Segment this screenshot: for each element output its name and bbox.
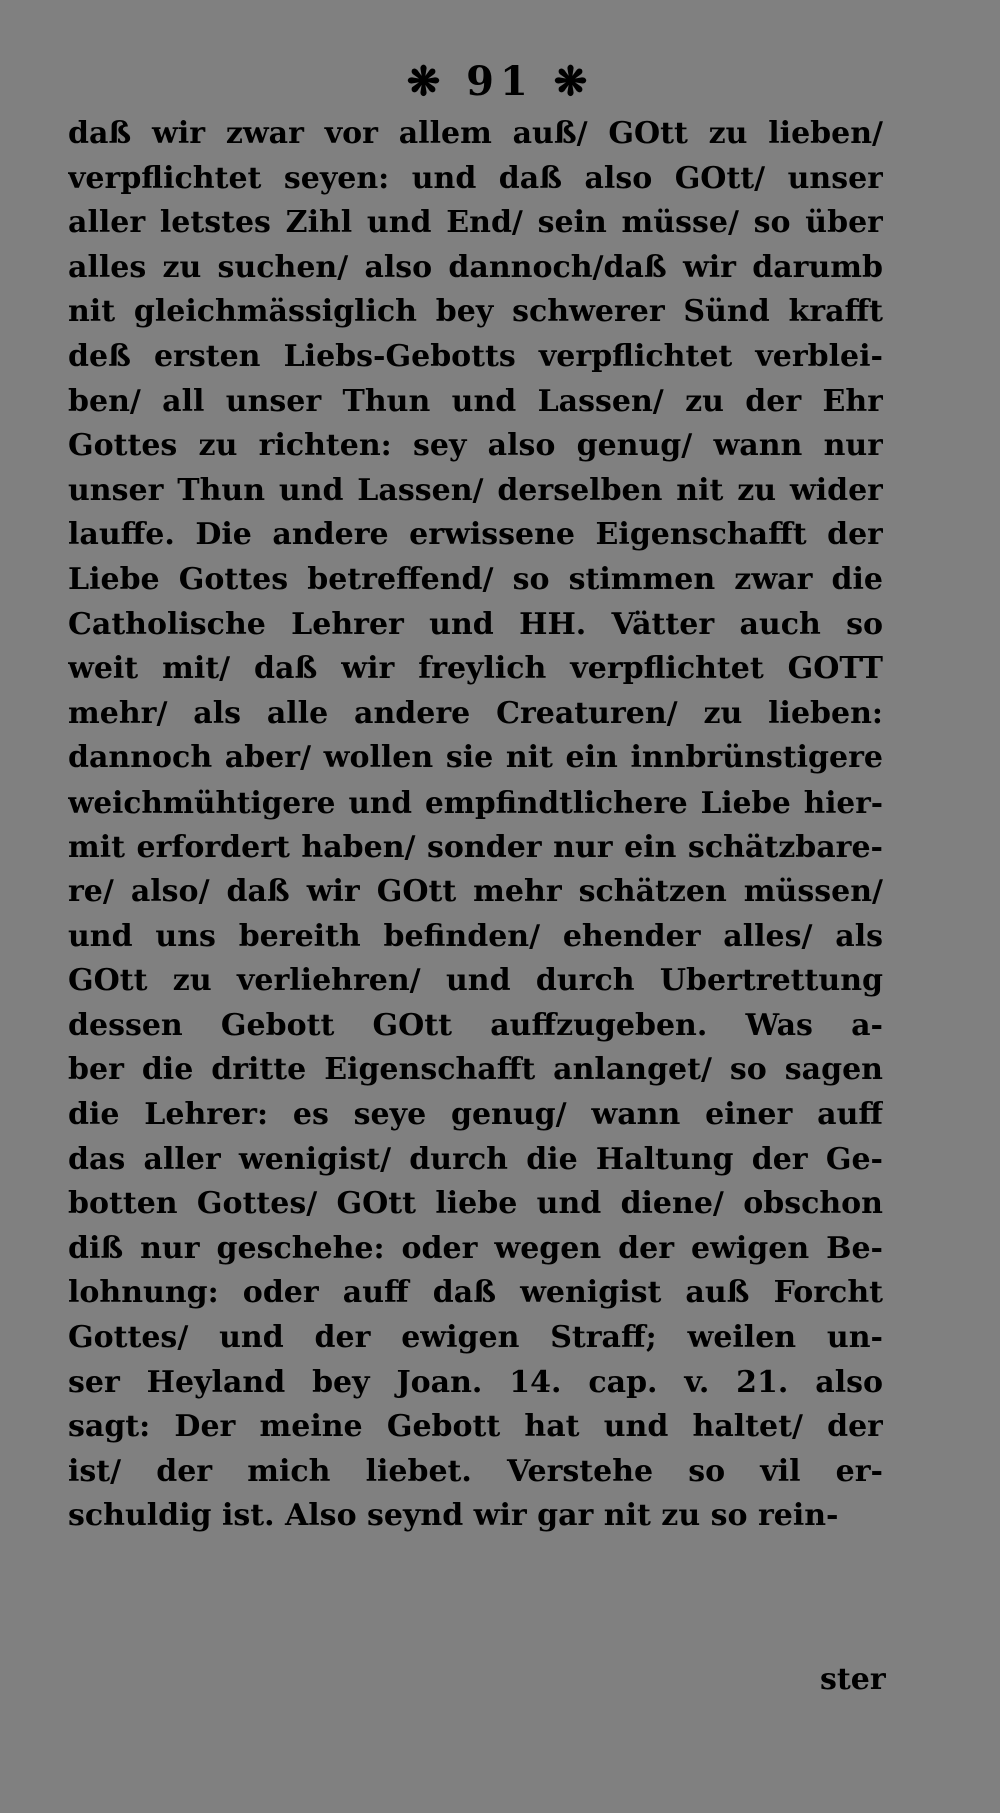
text-line: ber die dritte Eigenschafft anlanget/ so sagen (68, 1052, 883, 1088)
text-line: deß ersten Liebs-Gebotts verpflichtet verblei- (68, 338, 883, 374)
text-line: nit gleichmässiglich bey schwerer Sünd krafft (68, 294, 883, 330)
text-line: Liebe Gottes betreffend/ so stimmen zwar die (68, 561, 883, 597)
body-text (68, 112, 883, 1539)
page-number-header: ❋ 91 ❋ (406, 58, 594, 105)
text-line: mehr/ als alle andere Creaturen/ zu lieben: (68, 695, 883, 731)
text-line: sagt: Der meine Gebott hat und haltet/ der (68, 1409, 883, 1445)
text-line: Gottes zu richten: sey also genug/ wann nur (68, 428, 883, 464)
text-line: GOtt zu verliehren/ und durch Ubertrettung (68, 963, 883, 999)
text-line: weichmühtigere und empfindtlichere Liebe hier- (68, 784, 883, 820)
text-line: botten Gottes/ GOtt liebe und diene/ obschon (68, 1186, 883, 1222)
text-line: unser Thun und Lassen/ derselben nit zu wider (68, 472, 883, 508)
text-line: dessen Gebott GOtt auffzugeben. Was a- (68, 1007, 883, 1043)
text-line: ist/ der mich liebet. Verstehe so vil er- (68, 1453, 883, 1489)
catchword: ster (820, 1662, 886, 1697)
text-line: lohnung: oder auff daß wenigist auß Forcht (68, 1275, 883, 1311)
text-line: Gottes/ und der ewigen Straff; weilen un- (68, 1320, 883, 1356)
text-line: daß wir zwar vor allem auß/ GOtt zu lieben/ (68, 116, 883, 151)
text-line: re/ also/ daß wir GOtt mehr schätzen müssen/ (68, 874, 883, 910)
text-line: diß nur geschehe: oder wegen der ewigen Be- (68, 1230, 883, 1266)
text-line: und uns bereith befinden/ ehender alles/ als (68, 918, 883, 954)
text-line: mit erfordert haben/ sonder nur ein schätzbare- (68, 829, 883, 865)
text-line: ben/ all unser Thun und Lassen/ zu der Ehr (68, 383, 883, 419)
text-line: aller letstes Zihl und End/ sein müsse/ so über (68, 205, 883, 241)
text-line: alles zu suchen/ also dannoch/daß wir darumb (68, 249, 883, 285)
text-line: ser Heyland bey Joan. 14. cap. v. 21. also (68, 1364, 883, 1400)
text-line: weit mit/ daß wir freylich verpflichtet GOTT (68, 651, 883, 687)
text-line: lauffe. Die andere erwissene Eigenschafft der (68, 517, 883, 553)
text-line: verpflichtet seyen: und daß also GOtt/ unser (68, 160, 883, 196)
text-line: die Lehrer: es seye genug/ wann einer auff (68, 1097, 883, 1133)
text-line: dannoch aber/ wollen sie nit ein innbrünstigere (68, 740, 883, 776)
text-line: das aller wenigist/ durch die Haltung der Ge- (68, 1141, 883, 1177)
text-line: Catholische Lehrer und HH. Vätter auch so (68, 606, 883, 642)
text-line: schuldig ist. Also seynd wir gar nit zu so rein- (68, 1498, 839, 1534)
